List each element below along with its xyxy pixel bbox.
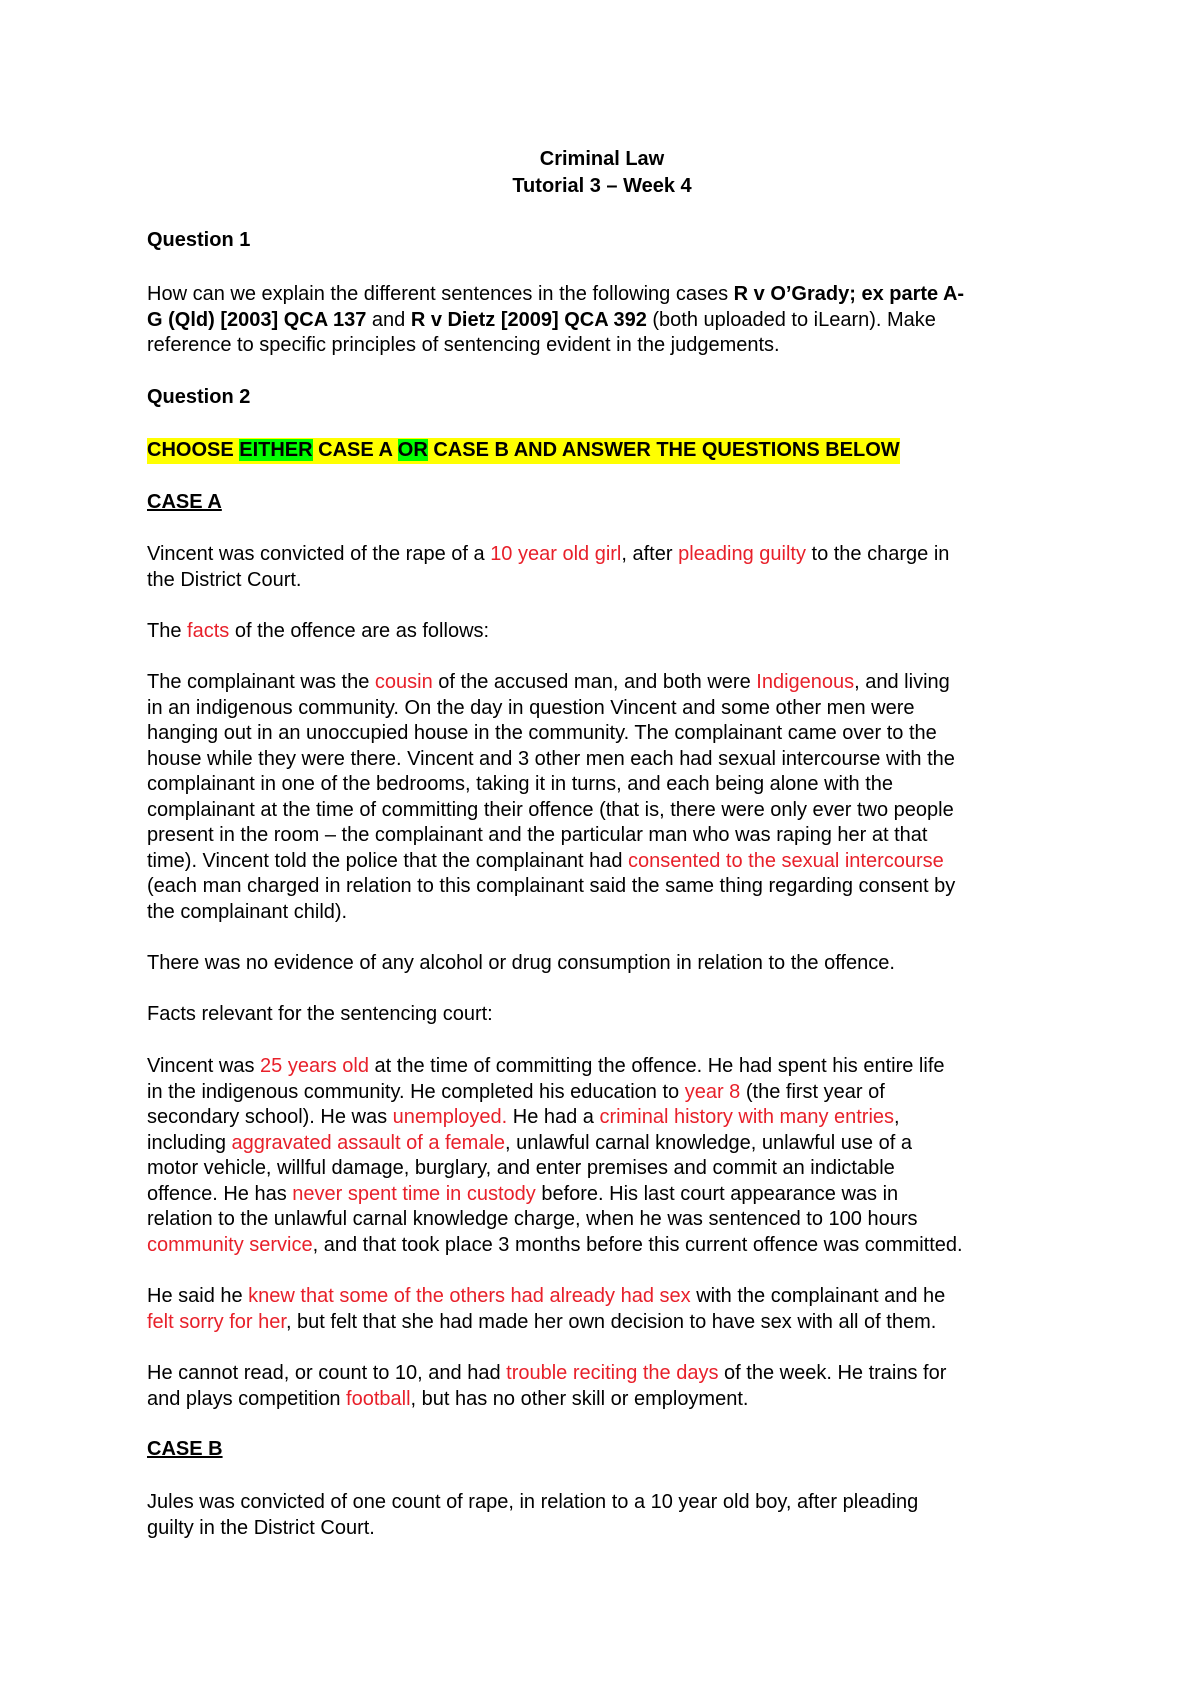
text-run: Vincent was convicted of the rape of a	[147, 543, 491, 565]
banner-text: CASE B AND ANSWER THE QUESTIONS BELOW	[427, 439, 900, 461]
instruction-banner	[147, 438, 900, 464]
case-a-paragraph-5	[147, 1002, 1057, 1028]
text-line	[147, 282, 1057, 308]
text-run: , after	[621, 543, 679, 565]
highlighted-fact: never spent time in custody	[292, 1182, 536, 1205]
case-a-paragraph-6	[147, 1054, 1057, 1258]
banner-text: CHOOSE	[147, 439, 240, 461]
text-run: to the charge in	[805, 543, 950, 565]
text-run: and	[366, 308, 411, 331]
text-line: There was no evidence of any alcohol or drug consumption in relation to the offence.	[147, 952, 895, 974]
banner-or-highlight: OR	[397, 439, 428, 461]
highlighted-fact: Indigenous	[756, 671, 855, 693]
case-a-heading: CASE A	[147, 491, 222, 513]
text-line: house while they were there. Vincent and 3 other men each had sexual intercourse with the	[147, 747, 955, 770]
highlighted-fact: facts	[187, 620, 230, 642]
text-run: time). Vincent told the police that the complainant had	[147, 849, 629, 872]
text-run: (the first year of	[740, 1080, 885, 1103]
highlighted-fact: criminal history with many entries	[599, 1106, 895, 1128]
highlighted-fact: unemployed.	[392, 1106, 508, 1128]
banner-text: CASE A	[312, 439, 398, 461]
question-1-text	[147, 282, 1057, 359]
text-run: , but felt that she had made her own decision to have sex with all of them.	[285, 1310, 937, 1333]
text-line	[147, 1310, 1057, 1336]
text-run: of the week. He trains for	[718, 1362, 947, 1384]
text-run: He had a	[507, 1106, 600, 1128]
text-run: and plays competition	[147, 1387, 347, 1410]
text-line	[147, 308, 1057, 334]
case-a-paragraph-3	[147, 670, 1057, 925]
banner-either-highlight: EITHER	[239, 439, 313, 461]
text-line: guilty in the District Court.	[147, 1516, 375, 1539]
text-line: in an indigenous community. On the day in question Vincent and some other men were	[147, 696, 915, 719]
text-run: before. His last court appearance was in	[535, 1182, 899, 1205]
text-line: hanging out in an unoccupied house in the community. The complainant came over to the	[147, 722, 937, 744]
case-a-paragraph-7	[147, 1284, 1057, 1335]
text-line	[147, 1284, 1057, 1310]
case-citation: R v Dietz [2009] QCA 392	[410, 308, 647, 331]
text-run: of the accused man, and both were	[432, 671, 757, 693]
case-b-paragraph-1	[147, 1490, 1057, 1541]
text-line: present in the room – the complainant and the particular man who was raping her at that	[147, 824, 928, 846]
text-line	[147, 1105, 1057, 1131]
highlighted-fact: knew that some of the others had already had sex	[248, 1285, 691, 1307]
text-run: (both uploaded to iLearn). Make	[646, 308, 936, 331]
case-a-paragraph-4	[147, 951, 1057, 977]
text-line	[147, 670, 1057, 696]
text-run: offence. He has	[147, 1182, 293, 1205]
text-line: the complainant child).	[147, 900, 348, 923]
highlighted-fact: aggravated assault of a female	[231, 1131, 506, 1154]
text-line: (each man charged in relation to this complainant said the same thing regarding consent by	[147, 875, 956, 897]
case-citation: R v O’Grady; ex parte A-	[733, 283, 965, 305]
text-line: Jules was convicted of one count of rape, in relation to a 10 year old boy, after pleading	[147, 1491, 919, 1513]
text-line: relation to the unlawful carnal knowledge charge, when he was sentenced to 100 hours	[147, 1208, 918, 1230]
highlighted-fact: consented to the sexual intercourse	[628, 849, 944, 872]
text-line	[147, 1054, 1057, 1080]
text-line: motor vehicle, willful damage, burglary, and enter premises and commit an indictable	[147, 1157, 895, 1179]
document-title: Criminal Law	[539, 148, 665, 170]
text-line: reference to specific principles of sentencing evident in the judgements.	[147, 334, 780, 356]
case-a-paragraph-1	[147, 542, 1057, 593]
text-run: He said he	[147, 1285, 249, 1307]
text-run: in the indigenous community. He completed his education to	[147, 1080, 685, 1103]
case-b-heading: CASE B	[147, 1438, 223, 1460]
question-1-heading: Question 1	[147, 229, 251, 251]
text-line: complainant in one of the bedrooms, taking it in turns, and each being alone with the	[147, 773, 894, 795]
text-line	[147, 1182, 1057, 1208]
text-run: Vincent was	[147, 1055, 261, 1077]
text-line: Facts relevant for the sentencing court:	[147, 1003, 493, 1025]
highlighted-fact: felt sorry for her	[147, 1310, 286, 1333]
text-run: secondary school). He was	[147, 1106, 393, 1128]
text-run: , unlawful carnal knowledge, unlawful use of a	[505, 1131, 912, 1154]
text-run: , and living	[854, 671, 950, 693]
text-line	[147, 1387, 1057, 1413]
highlighted-fact: cousin	[374, 671, 433, 693]
text-run: The	[147, 620, 188, 642]
text-line	[147, 1080, 1057, 1106]
text-line	[147, 542, 1057, 568]
case-a-paragraph-8	[147, 1361, 1057, 1412]
document-subtitle: Tutorial 3 – Week 4	[512, 175, 692, 197]
text-run: The complainant was the	[147, 671, 375, 693]
text-line	[147, 1361, 1057, 1387]
text-run: at the time of committing the offence. He had spent his entire life	[369, 1055, 945, 1077]
highlighted-fact: 25 years old	[260, 1055, 369, 1077]
text-line: the District Court.	[147, 568, 302, 591]
highlighted-fact: year 8	[684, 1080, 741, 1103]
text-run: of the offence are as follows:	[229, 620, 490, 642]
text-run: including	[147, 1131, 232, 1154]
text-line: complainant at the time of committing their offence (that is, there were only ever two people	[147, 798, 954, 821]
text-run: with the complainant and he	[690, 1285, 946, 1307]
highlighted-fact: trouble reciting the days	[506, 1362, 719, 1384]
case-a-paragraph-2	[147, 619, 1057, 645]
highlighted-fact: 10 year old girl	[490, 543, 622, 565]
text-line	[147, 1131, 1057, 1157]
text-line	[147, 849, 1057, 875]
text-line	[147, 619, 1057, 645]
highlighted-fact: pleading guilty	[678, 543, 806, 565]
text-run: , but has no other skill or employment.	[410, 1387, 749, 1410]
question-2-heading: Question 2	[147, 386, 251, 408]
case-citation: G (Qld) [2003] QCA 137	[147, 308, 367, 331]
text-line	[147, 1233, 1057, 1259]
text-run: ,	[894, 1106, 900, 1128]
text-run: , and that took place 3 months before this current offence was committed.	[312, 1233, 963, 1256]
highlighted-fact: community service	[147, 1233, 313, 1256]
text-run: How can we explain the different sentences in the following cases	[147, 283, 734, 305]
text-run: He cannot read, or count to 10, and had	[147, 1362, 507, 1384]
highlighted-fact: football	[346, 1387, 411, 1410]
